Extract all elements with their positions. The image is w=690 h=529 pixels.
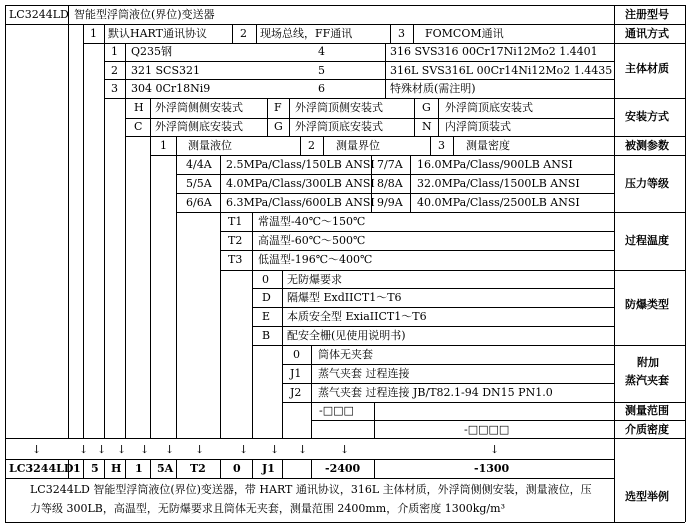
material-text: 316L SVS316L 00Cr14Ni12Mo2 1.4435 xyxy=(390,64,613,77)
down-arrow-icon: ↓ xyxy=(97,443,107,456)
example-code: 1 xyxy=(135,462,143,475)
measure-code: 1 xyxy=(160,139,167,152)
temp-text: 低温型-196℃～400℃ xyxy=(258,253,373,266)
material-text: Q235钢 xyxy=(131,45,173,58)
temp-code: T3 xyxy=(228,253,243,266)
down-arrow-icon: ↓ xyxy=(79,443,89,456)
material-code: 1 xyxy=(111,45,118,58)
measure-text: 测量液位 xyxy=(188,139,232,152)
comm-text: FOMCOM通讯 xyxy=(425,27,504,40)
row-label-temp: 过程温度 xyxy=(625,234,669,247)
jacket-text: 蒸气夹套 过程连接 xyxy=(318,367,410,380)
measure-code: 2 xyxy=(308,139,315,152)
install-code: G xyxy=(422,101,431,114)
row-label-header: 注册型号 xyxy=(625,8,669,21)
explosion-text: 无防爆要求 xyxy=(287,273,342,286)
row-label-example: 选型举例 xyxy=(625,490,669,503)
down-arrow-icon: ↓ xyxy=(298,443,308,456)
install-code: C xyxy=(134,120,143,133)
pressure-text: 6.3MPa/Class/600LB ANSI xyxy=(226,196,375,209)
down-arrow-icon: ↓ xyxy=(165,443,175,456)
example-code: T2 xyxy=(190,462,206,475)
down-arrow-icon: ↓ xyxy=(195,443,205,456)
down-arrow-icon: ↓ xyxy=(490,443,500,456)
down-arrow-icon: ↓ xyxy=(117,443,127,456)
jacket-text: 蒸气夹套 过程连接 JB/T82.1-94 DN15 PN1.0 xyxy=(318,386,553,399)
model-code: LC3244LD xyxy=(9,8,69,21)
explosion-code: 0 xyxy=(262,273,269,286)
row-label-measure: 被测参数 xyxy=(625,139,669,152)
jacket-text: 筒体无夹套 xyxy=(318,348,373,361)
row-label-density: 介质密度 xyxy=(625,423,669,436)
measure-text: 测量界位 xyxy=(336,139,380,152)
material-text: 特殊材质(需注明) xyxy=(390,82,476,95)
range-code: -□□□ xyxy=(319,404,354,417)
example-code: 5A xyxy=(157,462,174,475)
example-code: H xyxy=(111,462,122,475)
row-label-jacket-2: 蒸汽夹套 xyxy=(625,374,669,387)
row-label-jacket: 附加 xyxy=(637,356,659,369)
comm-text: 现场总线，FF通讯 xyxy=(260,27,353,40)
explosion-code: B xyxy=(262,329,271,342)
example-description: LC3244LD 智能型浮筒液位(界位)变送器，带 HART 通讯协议，316L 主体材质，外浮筒侧侧安装，测量液位，压力等级 300LB，高温型，无防爆要求且筒体无夹套，测量范围 2400mm，介质密度 1300kg/m³ xyxy=(30,483,592,515)
explosion-code: E xyxy=(262,310,271,323)
row-label-install: 安装方式 xyxy=(625,110,669,123)
down-arrow-icon: ↓ xyxy=(32,443,42,456)
install-text: 外浮筒顶底安装式 xyxy=(445,101,533,114)
install-code: H xyxy=(134,101,144,114)
install-code: N xyxy=(422,120,432,133)
measure-text: 测量密度 xyxy=(466,139,510,152)
pressure-text: 2.5MPa/Class/150LB ANSI xyxy=(226,158,375,171)
example-code: -2400 xyxy=(325,462,361,475)
example-code: 5 xyxy=(91,462,99,475)
down-arrow-icon: ↓ xyxy=(239,443,249,456)
install-code: F xyxy=(274,101,282,114)
material-code: 5 xyxy=(318,64,325,77)
example-code: 1 xyxy=(73,462,81,475)
pressure-text: 32.0MPa/Class/1500LB ANSI xyxy=(417,177,580,190)
down-arrow-icon: ↓ xyxy=(270,443,280,456)
material-text: 316 SVS316 00Cr17Ni12Mo2 1.4401 xyxy=(390,45,598,58)
jacket-code: 0 xyxy=(293,348,300,361)
install-text: 内浮筒顶装式 xyxy=(445,120,511,133)
jacket-code: J1 xyxy=(290,367,302,380)
comm-code: 2 xyxy=(240,27,247,40)
comm-code: 3 xyxy=(398,27,405,40)
material-code: 2 xyxy=(111,64,118,77)
explosion-text: 本质安全型 ExiaIICT1～T6 xyxy=(287,310,427,323)
example-code: LC3244LD xyxy=(9,462,74,475)
install-code: G xyxy=(274,120,283,133)
install-text: 外浮筒侧底安装式 xyxy=(155,120,243,133)
pressure-code: 9/9A xyxy=(377,196,403,209)
material-code: 6 xyxy=(318,82,325,95)
pressure-code: 4/4A xyxy=(186,158,212,171)
pressure-code: 5/5A xyxy=(186,177,212,190)
pressure-text: 40.0MPa/Class/2500LB ANSI xyxy=(417,196,580,209)
example-code: 0 xyxy=(233,462,241,475)
down-arrow-icon: ↓ xyxy=(140,443,150,456)
explosion-text: 配安全栅(见使用说明书) xyxy=(287,329,406,342)
material-text: 321 SCS321 xyxy=(131,64,200,77)
pressure-code: 7/7A xyxy=(377,158,403,171)
temp-text: 常温型-40℃～150℃ xyxy=(258,215,366,228)
install-text: 外浮筒顶侧安装式 xyxy=(295,101,383,114)
jacket-code: J2 xyxy=(290,386,302,399)
temp-code: T1 xyxy=(228,215,243,228)
material-code: 4 xyxy=(318,45,325,58)
row-label-pressure: 压力等级 xyxy=(625,177,669,190)
temp-code: T2 xyxy=(228,234,243,247)
material-code: 3 xyxy=(111,82,118,95)
down-arrow-icon: ↓ xyxy=(340,443,350,456)
measure-code: 3 xyxy=(438,139,445,152)
explosion-text: 隔爆型 ExdIICT1～T6 xyxy=(287,291,402,304)
row-label-explosion: 防爆类型 xyxy=(625,298,669,311)
material-text: 304 0Cr18Ni9 xyxy=(131,82,211,95)
comm-code: 1 xyxy=(90,27,97,40)
pressure-code: 6/6A xyxy=(186,196,212,209)
row-label-range: 测量范围 xyxy=(625,404,669,417)
pressure-text: 4.0MPa/Class/300LB ANSI xyxy=(226,177,375,190)
explosion-code: D xyxy=(262,291,271,304)
density-code: -□□□□ xyxy=(464,423,510,436)
pressure-code: 8/8A xyxy=(377,177,403,190)
temp-text: 高温型-60℃～500℃ xyxy=(258,234,366,247)
product-title: 智能型浮筒液位(界位)变送器 xyxy=(74,8,215,21)
pressure-text: 16.0MPa/Class/900LB ANSI xyxy=(417,158,573,171)
install-text: 外浮筒侧侧安装式 xyxy=(155,101,243,114)
example-code: -1300 xyxy=(474,462,510,475)
comm-text: 默认HART通讯协议 xyxy=(108,27,207,40)
row-label-material: 主体材质 xyxy=(625,62,669,75)
install-text: 外浮筒顶底安装式 xyxy=(295,120,383,133)
row-label-comm: 通讯方式 xyxy=(625,27,669,40)
example-code: J1 xyxy=(262,462,275,475)
